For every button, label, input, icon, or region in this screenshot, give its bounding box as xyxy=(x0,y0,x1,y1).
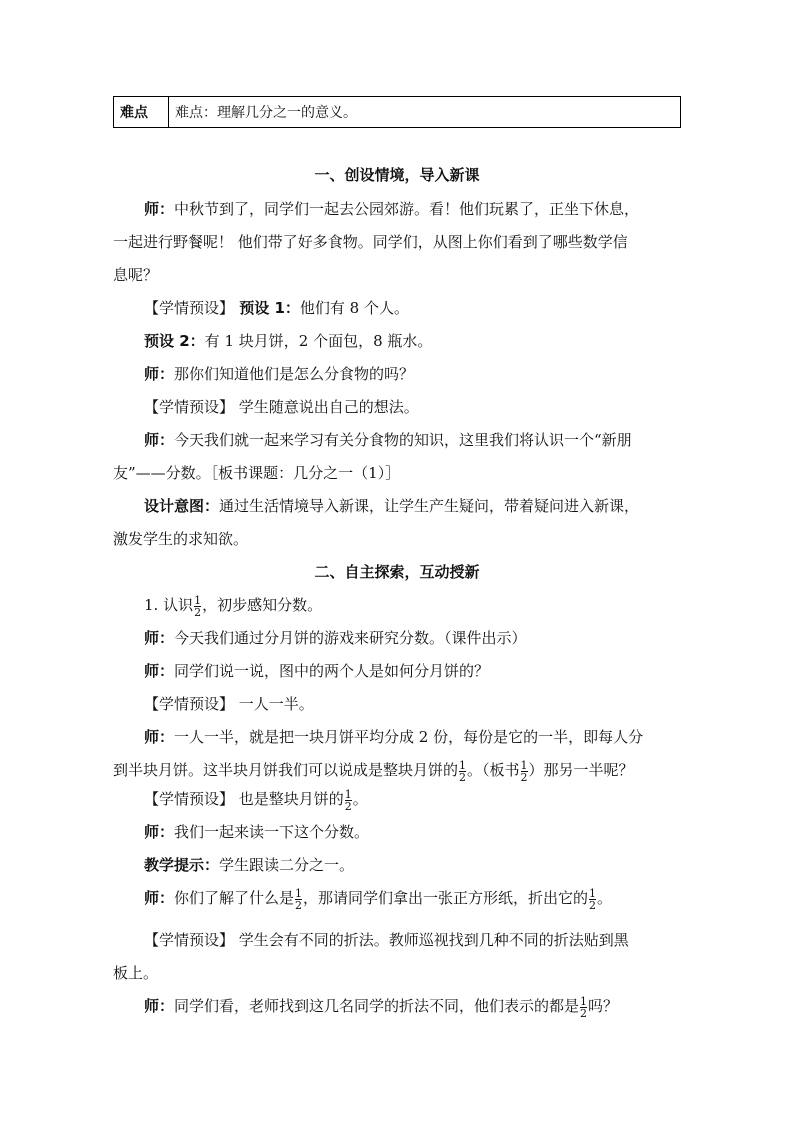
paragraph-text: 有 1 块月饼，2 个面包，8 瓶水。 xyxy=(204,332,433,350)
fraction-denominator: 2 xyxy=(520,770,528,784)
fraction-numerator: 1 xyxy=(459,758,467,772)
paragraph-text: 今天我们就一起来学习有关分食物的知识，这里我们将认识一个“新朋 xyxy=(174,431,632,449)
fraction-denominator: 2 xyxy=(589,898,597,912)
speaker-label: 师： xyxy=(144,997,175,1015)
paragraph xyxy=(144,628,527,648)
paragraph xyxy=(144,397,419,417)
paragraph-text: 板上。 xyxy=(113,964,159,982)
fraction-denominator: 2 xyxy=(344,799,352,813)
paragraph-text: 中秋节到了，同学们一起去公园郊游。看！他们玩累了，正坐下休息， xyxy=(174,200,640,218)
speaker-label: 师： xyxy=(144,431,175,449)
fraction-numerator: 1 xyxy=(589,886,597,900)
paragraph-text: 息呢？ xyxy=(113,266,159,284)
fraction xyxy=(295,888,302,911)
paragraph xyxy=(144,661,489,681)
paragraph-text: 他们有 8 个人。 xyxy=(299,299,409,317)
fraction xyxy=(589,888,596,911)
paragraph-text: 一起进行野餐呢！ 他们带了好多食物。同学们，从图上你们看到了哪些数学信 xyxy=(113,233,628,251)
paragraph xyxy=(144,727,643,747)
paragraph-text: 1. 认识 xyxy=(144,596,194,614)
paragraph-text: 今天我们通过分月饼的游戏来研究分数。（课件出示） xyxy=(174,629,527,647)
paragraph xyxy=(144,786,368,812)
paragraph-text: 通过生活情境导入新课，让学生产生疑问，带着疑问进入新课， xyxy=(219,497,640,515)
paragraph-text: 。（板书 xyxy=(467,761,520,779)
paragraph xyxy=(144,199,639,219)
paragraph xyxy=(144,855,354,875)
paragraph-text: 激发学生的求知欲。 xyxy=(113,530,249,548)
paragraph xyxy=(144,993,618,1019)
paragraph-text: ，初步感知分数。 xyxy=(202,596,323,614)
design-intent-label: 设计意图： xyxy=(144,497,220,515)
fraction-numerator: 1 xyxy=(344,787,352,801)
paragraph-text: 我们一起来读一下这个分数。 xyxy=(174,823,370,841)
paragraph-text: 学生跟读二分之一。 xyxy=(219,856,355,874)
speaker-label: 师： xyxy=(144,662,175,680)
preset-tag: 【学情预设】 xyxy=(144,931,235,949)
paragraph-text: 也是整块月饼的 xyxy=(234,790,344,808)
fraction-denominator: 2 xyxy=(295,898,303,912)
fraction-numerator: 1 xyxy=(295,886,303,900)
paragraph xyxy=(144,298,409,318)
paragraph xyxy=(144,430,632,450)
fraction-denominator: 2 xyxy=(580,1006,588,1020)
fraction-denominator: 2 xyxy=(459,770,467,784)
paragraph xyxy=(144,496,639,516)
fraction-numerator: 1 xyxy=(194,593,202,607)
paragraph-text: 吗？ xyxy=(588,997,619,1015)
section1-title: 一、创设情境，导入新课 xyxy=(314,166,480,184)
difficulty-row xyxy=(114,97,681,128)
fraction-numerator: 1 xyxy=(580,994,588,1008)
paragraph-text: 。 xyxy=(352,790,368,808)
preset-label: 预设 2： xyxy=(144,332,205,350)
preset-tag: 【学情预设】 xyxy=(144,790,235,808)
paragraph xyxy=(144,592,322,618)
paragraph-text: 友”——分数。［板书课题：几分之一（1）］ xyxy=(113,464,401,482)
speaker-label: 师： xyxy=(144,365,175,383)
paragraph-text: 。 xyxy=(597,889,613,907)
paragraph-text: 到半块月饼。这半块月饼我们可以说成是整块月饼的 xyxy=(113,761,459,779)
paragraph xyxy=(144,930,629,950)
paragraph xyxy=(113,757,634,783)
section2-title: 二、自主探索，互动授新 xyxy=(314,563,480,581)
paragraph xyxy=(144,885,612,911)
difficulty-key: 难点 xyxy=(114,97,169,128)
fraction xyxy=(459,760,466,783)
paragraph-text: 同学们说一说，图中的两个人是如何分月饼的？ xyxy=(174,662,490,680)
preset-label: 预设 1： xyxy=(234,299,300,317)
difficulty-value: 难点：理解几分之一的意义。 xyxy=(169,97,681,128)
fraction-numerator: 1 xyxy=(520,758,528,772)
paragraph-text: 学生会有不同的折法。教师巡视找到几种不同的折法贴到黑 xyxy=(234,931,629,949)
difficulty-table xyxy=(113,96,681,128)
preset-tag: 【学情预设】 xyxy=(144,695,235,713)
preset-tag: 【学情预设】 xyxy=(144,398,235,416)
paragraph-text: ，那请同学们拿出一张正方形纸，折出它的 xyxy=(303,889,589,907)
speaker-label: 师： xyxy=(144,629,175,647)
paragraph xyxy=(144,694,314,714)
preset-tag: 【学情预设】 xyxy=(144,299,235,317)
speaker-label: 师： xyxy=(144,200,175,218)
teaching-tip-label: 教学提示： xyxy=(144,856,220,874)
fraction-denominator: 2 xyxy=(194,605,202,619)
paragraph-text: ）那另一半呢？ xyxy=(528,761,634,779)
fraction xyxy=(194,595,201,618)
fraction xyxy=(521,760,528,783)
paragraph-text: 那你们知道他们是怎么分食物的吗？ xyxy=(174,365,415,383)
paragraph-text: 你们了解了什么是 xyxy=(174,889,295,907)
paragraph-text: 一人一半，就是把一块月饼平均分成 2 份，每份是它的一半，即每人分 xyxy=(174,728,644,746)
paragraph-text: 学生随意说出自己的想法。 xyxy=(234,398,419,416)
paragraph-text: 一人一半。 xyxy=(234,695,314,713)
speaker-label: 师： xyxy=(144,889,175,907)
paragraph xyxy=(144,364,414,384)
speaker-label: 师： xyxy=(144,823,175,841)
paragraph xyxy=(144,331,432,351)
fraction xyxy=(580,996,587,1019)
speaker-label: 师： xyxy=(144,728,175,746)
paragraph-text: 同学们看，老师找到这几名同学的折法不同，他们表示的都是 xyxy=(174,997,580,1015)
fraction xyxy=(345,789,352,812)
paragraph xyxy=(144,822,369,842)
